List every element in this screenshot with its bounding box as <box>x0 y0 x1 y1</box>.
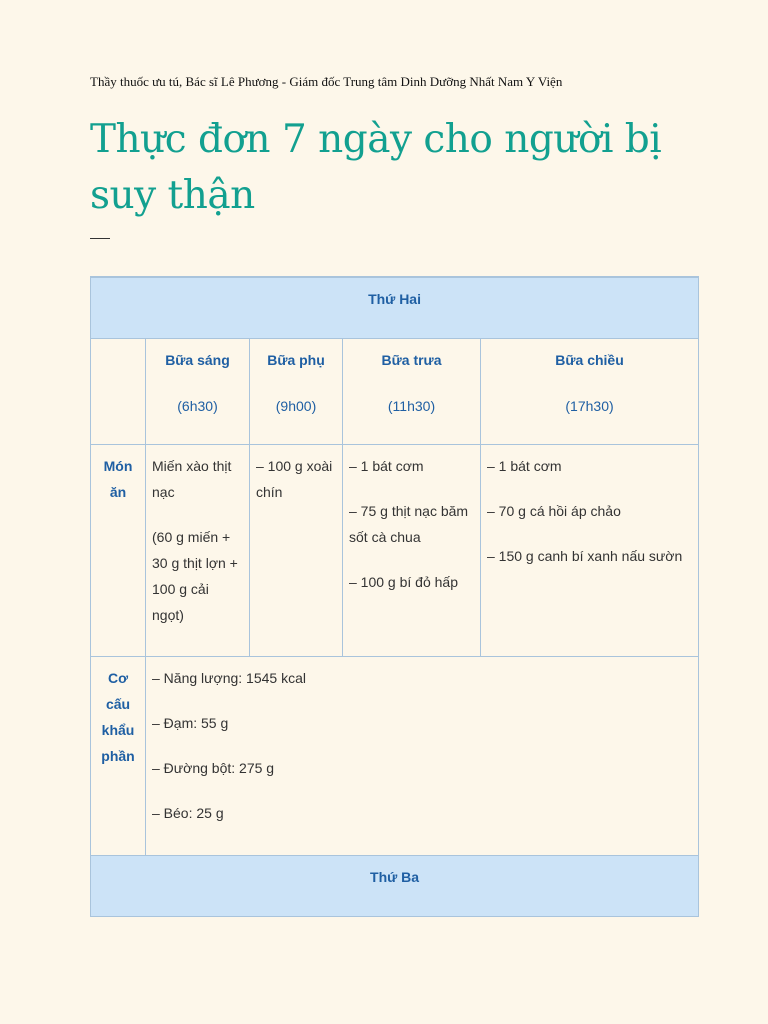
meal-time: (6h30) <box>177 398 218 414</box>
dish-item: – 70 g cá hồi áp chảo <box>487 503 621 519</box>
nutrition-row-label: Cơ cấu khẩu phần <box>91 657 146 856</box>
dish-item: – 75 g thịt nạc băm sốt cà chua <box>349 503 469 545</box>
dish-item: – 100 g xoài chín <box>256 458 333 500</box>
day-header-row <box>91 277 699 339</box>
meal-plan-table <box>90 276 699 917</box>
meal-name: Bữa sáng <box>165 352 230 368</box>
dish-item: – 150 g canh bí xanh nấu sườn <box>487 548 683 564</box>
empty-corner-cell <box>91 339 146 445</box>
meal-time: (11h30) <box>387 398 436 414</box>
snack-dishes <box>250 445 343 657</box>
byline: Thầy thuốc ưu tú, Bác sĩ Lê Phương - Giám đốc Trung tâm Dinh Dưỡng Nhất Nam Y Viện <box>90 74 563 89</box>
page-title: Thực đơn 7 ngày cho người bị suy thận <box>90 117 662 218</box>
nutrition-item: – Đường bột: 275 g <box>152 760 275 776</box>
meal-time: (9h00) <box>275 398 317 414</box>
dish-item: Miến xào thịt nạc <box>152 458 232 500</box>
nutrition-item: – Đạm: 55 g <box>152 715 229 731</box>
meal-header-dinner <box>481 339 699 445</box>
nutrition-values <box>146 657 699 856</box>
title-divider <box>90 238 110 239</box>
dishes-row <box>91 445 699 657</box>
meal-header-lunch <box>343 339 481 445</box>
meal-name: Bữa trưa <box>381 352 442 368</box>
nutrition-item: – Năng lượng: 1545 kcal <box>152 670 306 686</box>
day-header-tuesday: Thứ Ba <box>91 856 699 917</box>
dinner-dishes <box>481 445 699 657</box>
meal-name: Bữa phụ <box>267 352 325 368</box>
dish-item: – 1 bát cơm <box>349 458 424 474</box>
meal-header-breakfast <box>146 339 250 445</box>
meal-header-snack <box>250 339 343 445</box>
dish-item: – 1 bát cơm <box>487 458 562 474</box>
meal-time: (17h30) <box>565 398 614 414</box>
lunch-dishes <box>343 445 481 657</box>
dishes-row-label: Món ăn <box>91 445 146 657</box>
day-header-row <box>91 856 699 917</box>
day-header-monday: Thứ Hai <box>91 277 699 339</box>
meal-name: Bữa chiều <box>555 352 624 368</box>
breakfast-dishes <box>146 445 250 657</box>
nutrition-item: – Béo: 25 g <box>152 805 224 821</box>
meal-header-row <box>91 339 699 445</box>
dish-item: – 100 g bí đỏ hấp <box>349 574 458 590</box>
dish-item: (60 g miến + 30 g thịt lợn + 100 g cải ngọt) <box>152 529 238 623</box>
nutrition-row <box>91 657 699 856</box>
